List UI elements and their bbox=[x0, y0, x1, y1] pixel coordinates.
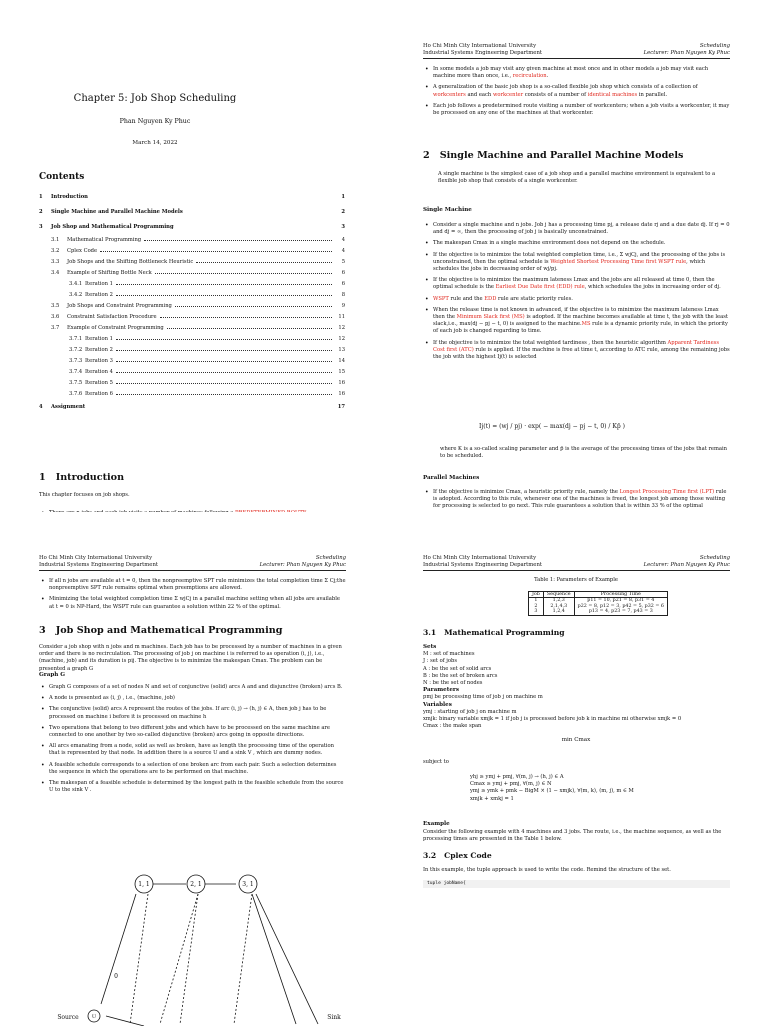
toc-number: 2 bbox=[39, 209, 43, 215]
toc-page: 6 bbox=[341, 270, 345, 276]
bullet-text: rule is a dynamic priority rule, in which the priority of each job is changed regarding to time. bbox=[433, 321, 728, 335]
toc-page: 9 bbox=[341, 303, 345, 309]
toc-page: 17 bbox=[337, 404, 345, 410]
subsection-number: 3.2 bbox=[423, 851, 437, 860]
code-block bbox=[423, 880, 730, 888]
bullet-text: , which schedules the jobs in decreasing order of wj/pj. bbox=[433, 258, 706, 273]
bullet-highlight: MS bbox=[581, 321, 591, 328]
bullet-item: • The makespan of a feasible schedule is determined by the longest path in the feasible schedule from the source U to the sink V . bbox=[39, 780, 346, 794]
toc-number: 3 bbox=[39, 224, 43, 230]
toc-label: Iteration 2 bbox=[85, 292, 113, 298]
bullet-text: . bbox=[546, 73, 549, 80]
header-department: Industrial Systems Engineering Department bbox=[423, 50, 542, 56]
table-cell: 1 bbox=[529, 598, 544, 604]
document-title: Chapter 5: Job Shop Scheduling bbox=[73, 93, 237, 104]
table-cell: 2 bbox=[529, 604, 544, 609]
toc-leader bbox=[116, 381, 332, 384]
toc-leader bbox=[91, 195, 332, 198]
bullet-item: • Minimizing the total weighted completion time Σ wjCj in a parallel machine setting when all jobs are available at t = 0 is NP-Hard, the WSPT rule can guarantee a solution within 22 % of the optimal. bbox=[39, 596, 346, 610]
bullet-item: • A node is presented as (i, j) , i.e., (machine, job) bbox=[39, 695, 346, 702]
toc-page: 2 bbox=[341, 209, 345, 215]
subsection-3-1-heading bbox=[423, 628, 565, 637]
toc-label: Iteration 6 bbox=[85, 391, 113, 397]
header-course: Scheduling bbox=[699, 555, 730, 561]
bullet-item bbox=[423, 296, 730, 303]
atc-formula: Ij(t) = (wj / pj) · exp( − max(dj − pj − t, 0) / Kp̄ ) bbox=[479, 423, 625, 430]
toc-number: 3.5 bbox=[51, 303, 60, 309]
arc-label: 0 bbox=[114, 973, 118, 980]
document-author: Phan Nguyen Ky Phuc bbox=[119, 118, 191, 125]
single-machine-heading: Single Machine bbox=[423, 207, 472, 213]
contents-heading: Contents bbox=[39, 172, 85, 182]
table-cell: p13 = 4, p23 = 7, p43 = 3 bbox=[574, 609, 667, 615]
toc-entry[interactable] bbox=[39, 223, 345, 238]
toc-number: 3.7.6 bbox=[69, 391, 83, 397]
table-cell: p22 = 8, p12 = 3, p42 = 5, p32 = 6 bbox=[574, 604, 667, 609]
subsection-3-2-heading bbox=[423, 851, 492, 860]
bullet-item bbox=[423, 340, 730, 362]
bullet-item: • All arcs emanating from a node, solid as well as broken, have as length the processing time of the operation that is represented by that node. In addition there is a source U and a sink V , which are dummy nodes. bbox=[39, 743, 346, 757]
bullet-item: • The conjunctive (solid) arcs A represent the routes of the jobs. If arc (i, j) → (h, j) ∈ A, then job j has to be processed on machine i before it is processed on machine h bbox=[39, 706, 346, 720]
toc-page: 16 bbox=[338, 380, 345, 386]
graph-g-heading: Graph G bbox=[39, 672, 66, 678]
table-of-contents bbox=[39, 172, 345, 418]
toc-page: 15 bbox=[338, 369, 345, 375]
table-header-cell: Processing Time bbox=[574, 592, 667, 598]
bullet-text: rule are static priority rules. bbox=[496, 295, 573, 302]
source-label: Source bbox=[57, 1014, 79, 1021]
toc-page: 13 bbox=[338, 347, 345, 353]
bullet-highlight: EDD bbox=[484, 295, 497, 302]
constraint-line: Cmax ≥ ymj + pmj, ∀(m, j) ∈ N bbox=[470, 781, 552, 788]
variables-heading: Variables bbox=[423, 701, 452, 708]
toc-number: 4 bbox=[39, 404, 43, 410]
set-definition: M : set of machines bbox=[423, 651, 475, 658]
subsection-title: Cplex Code bbox=[444, 851, 492, 860]
toc-page: 16 bbox=[338, 391, 345, 397]
toc-number: 3.2 bbox=[51, 248, 60, 254]
toc-leader bbox=[116, 337, 332, 340]
subject-to: subject to bbox=[423, 759, 449, 765]
constraint-line: xmjk + xmkj = 1 bbox=[470, 795, 514, 802]
bullet-highlight: recirculation bbox=[512, 73, 547, 80]
bullet-text: is adopted. If the machine becomes available at time t, the job with the least slack,i.e., max(dj − pj − t, 0) is assigned to the machine. bbox=[433, 314, 728, 328]
toc-leader bbox=[116, 348, 332, 351]
toc-number: 3.7.5 bbox=[69, 380, 83, 386]
bullet-text: Each job follows a predetermined route visiting a number of workcenters; when a job visits a workcenter, it may be processed on any one of the machines at that workcenter. bbox=[433, 102, 730, 117]
bullet-text: rule and the bbox=[448, 295, 485, 302]
header-course: Scheduling bbox=[699, 43, 730, 49]
bullet-text: rule is applied. If the machine is free at time t, according to ATC rule, among the remaining jobs the job with the highest Ij(t) is selected bbox=[433, 346, 730, 361]
toc-leader bbox=[116, 282, 332, 285]
toc-entry[interactable] bbox=[39, 392, 345, 403]
bullet-text: When the release time is not known in advanced, if the objective is to minimize the maximum lateness Lmax then the bbox=[433, 306, 719, 321]
toc-label: Iteration 1 bbox=[85, 336, 113, 342]
table-header-cell: Job bbox=[529, 592, 544, 598]
node-label: 1, 1 bbox=[138, 881, 150, 888]
toc-number: 3.7.3 bbox=[69, 358, 83, 364]
toc-number: 3.4.2 bbox=[69, 292, 83, 298]
objective: min Cmax bbox=[561, 737, 591, 743]
node-label: 2, 1 bbox=[190, 881, 202, 888]
bullet-text: A generalization of the basic job shop is a so-called flexible job shop which consists of a collection of bbox=[433, 84, 698, 91]
section-2-heading bbox=[423, 150, 683, 161]
toc-label: Introduction bbox=[51, 194, 88, 200]
section-title: Introduction bbox=[55, 472, 125, 483]
bullet-item bbox=[423, 84, 730, 98]
toc-number: 3.1 bbox=[51, 237, 60, 243]
table-cell: 1,2,3 bbox=[543, 598, 574, 604]
toc-page: 12 bbox=[338, 336, 345, 342]
section-number: 2 bbox=[423, 150, 430, 161]
page-header bbox=[423, 43, 730, 59]
model-definitions bbox=[423, 644, 730, 730]
toc-leader bbox=[186, 210, 332, 213]
toc-leader bbox=[155, 271, 332, 274]
bullet-highlight: Weighted Shortest Processing Time first WSPT rule bbox=[550, 258, 687, 265]
page-4 bbox=[384, 512, 768, 1024]
formula-note: where K is a so-called scaling parameter and p̄ is the average of the processing times of the jobs that remain to be scheduled. bbox=[440, 446, 728, 460]
single-machine-bullets bbox=[423, 222, 730, 365]
constraints bbox=[470, 774, 730, 803]
section-3-heading bbox=[39, 625, 282, 636]
toc-label: Assignment bbox=[51, 404, 86, 410]
parameters-heading: Parameters bbox=[423, 687, 459, 694]
example-heading: Example bbox=[423, 821, 450, 827]
set-definition: A : be the set of solid arcs bbox=[423, 665, 492, 672]
section-number: 1 bbox=[39, 472, 46, 483]
toc-page: 5 bbox=[341, 259, 345, 265]
toc-entry[interactable] bbox=[39, 208, 345, 223]
bullet-item: • Graph G composes of a set of nodes N and set of conjunctive (solid) arcs A and and disjunctive (broken) arcs B. bbox=[39, 684, 346, 691]
toc-number: 1 bbox=[39, 194, 43, 200]
toc-label: Iteration 5 bbox=[85, 380, 113, 386]
toc-number: 3.7.1 bbox=[69, 336, 83, 342]
section-2-intro: A single machine is the simplest case of a job shop and a parallel machine environment is equivalent to a flexible job shop that consists of a single workcenter. bbox=[438, 171, 716, 185]
toc-leader bbox=[177, 225, 332, 228]
header-university: Ho Chi Minh City International University bbox=[39, 555, 153, 561]
parallel-machines-heading: Parallel Machines bbox=[423, 475, 480, 481]
header-department: Industrial Systems Engineering Department bbox=[39, 562, 158, 568]
variable-definition: xmjk: binary variable xmjk = 1 if job j is processed before job k in machine mi otherwise xmjk = 0 bbox=[423, 716, 682, 723]
toc-label: Job Shops and Constraint Programming bbox=[67, 303, 172, 309]
bullet-item bbox=[423, 222, 730, 236]
toc-page: 11 bbox=[338, 314, 345, 320]
code-line: tuple jobName{ bbox=[427, 881, 466, 886]
toc-page: 4 bbox=[341, 248, 345, 254]
constraint-line: yhj ≥ ymj + pmj, ∀(m, j) → (h, j) ∈ A bbox=[470, 774, 564, 780]
constraint-line: ymj ≥ ymk + pmk − BigM × (1 − xmjk), ∀(m, k), (m, j), m ∈ M bbox=[470, 788, 634, 795]
toc-number: 3.6 bbox=[51, 314, 60, 320]
bullet-highlight: Minimum Slack first (MS) bbox=[456, 314, 525, 321]
node-label: 3, 1 bbox=[242, 881, 254, 888]
toc-leader bbox=[116, 359, 332, 362]
table-caption: Table 1: Parameters of Example bbox=[534, 577, 618, 583]
toc-entry[interactable] bbox=[39, 193, 345, 208]
bullet-highlight: identical machines bbox=[587, 91, 638, 98]
toc-leader bbox=[116, 370, 332, 373]
toc-entry[interactable] bbox=[39, 403, 345, 418]
toc-leader bbox=[167, 326, 332, 329]
bullet-text: rule is adopted. According to this rule, whenever one of the machines is freed, the longest job among those waiting for processing is selected to go next. This rule guarantees a solution that is within 33 % of the optimal bbox=[433, 489, 727, 510]
bullet-item bbox=[423, 489, 730, 511]
bullet-item bbox=[423, 103, 730, 117]
set-definition: J : set of jobs bbox=[423, 658, 457, 665]
table-cell: 3 bbox=[529, 609, 544, 615]
header-university: Ho Chi Minh City International University bbox=[423, 43, 537, 49]
toc-page: 4 bbox=[341, 237, 345, 243]
introduction-heading bbox=[39, 472, 124, 483]
bullet-highlight: workcenters bbox=[433, 91, 466, 98]
bullet-item: • A feasible schedule corresponds to a selection of one broken arc from each pair. Such a selection determines the sequence in which the operations are to be performed on that machine. bbox=[39, 762, 346, 776]
toc-leader bbox=[88, 405, 332, 408]
bullet-text: , which schedules the jobs in increasing order of dj. bbox=[584, 284, 721, 291]
table-cell: 2,1,4,3 bbox=[543, 604, 574, 609]
bullet-item: • Two operations that belong to two different jobs and which have to be processed on the same machine are connected to one another by two so-called disjunctive (broken) arcs going in opposite directions. bbox=[39, 725, 346, 739]
section-number: 3 bbox=[39, 625, 46, 636]
bullet-item bbox=[423, 307, 730, 336]
bullet-text: in parallel. bbox=[637, 91, 668, 98]
bullet-highlight: workcenter bbox=[492, 91, 524, 98]
sets-heading: Sets bbox=[423, 644, 437, 650]
source-node-label: U bbox=[91, 1014, 97, 1020]
section-3-intro: Consider a job shop with n jobs and m machines. Each job has to be processed by a number of machines in a given order and there is no recirculation. The processing of job j on machine i is referred to as operation (i, j), i.e., (machine, job) and its duration is pij. The objective is to minimize the makespan Cmax. The problem can be presented a graph G bbox=[39, 644, 342, 672]
bullet-text: If the objective is to minimize the total weighted completion time, i.e., Σ wjCj, and the processing of the jobs is unconstrained, then the optimal schedule is bbox=[433, 251, 726, 265]
set-definition: B : be the set of broken arcs bbox=[423, 672, 498, 679]
toc-label: Example of Constraint Programming bbox=[67, 325, 164, 331]
subsection-number: 3.1 bbox=[423, 628, 437, 637]
bullet-text: The makespan Cmax in a single machine environment does not depend on the schedule. bbox=[433, 240, 666, 247]
toc-page: 14 bbox=[338, 358, 345, 364]
page-header bbox=[39, 555, 346, 571]
bullet-highlight: Longest Processing Time first (LPT) bbox=[619, 489, 715, 495]
table-cell: 1,2,4 bbox=[543, 609, 574, 615]
section-title: Job Shop and Mathematical Programming bbox=[55, 625, 283, 636]
bullet-text: and each bbox=[465, 91, 493, 98]
section-title: Single Machine and Parallel Machine Models bbox=[439, 150, 684, 161]
graph-bullets bbox=[39, 684, 346, 798]
parameter-definition: pmj be processing time of job j on machine m bbox=[423, 694, 543, 701]
bullet-text: If the objective is to minimize the maximum lateness Lmax and the jobs are all released at time 0, then the optimal schedule is the bbox=[433, 277, 715, 291]
table-header-cell: Sequence bbox=[543, 592, 574, 598]
header-lecturer: Lecturer: Phan Nguyen Ky Phuc bbox=[259, 562, 346, 568]
toc-label: Iteration 4 bbox=[85, 369, 113, 375]
parameters-table bbox=[528, 591, 668, 616]
toc-label: Mathematical Programming bbox=[67, 237, 142, 243]
toc-label: Example of Shifting Bottle Neck bbox=[67, 270, 152, 276]
toc-leader bbox=[144, 238, 332, 241]
bullet-item bbox=[423, 240, 730, 247]
bullet-highlight: Apparent Tardiness Cost first (ATC) bbox=[433, 339, 719, 353]
header-lecturer: Lecturer: Phan Nguyen Ky Phuc bbox=[643, 50, 730, 56]
source-arc bbox=[101, 894, 136, 1004]
table-cell: p11 = 10, p21 = 8, p31 = 4 bbox=[574, 598, 667, 604]
sink-label: Sink bbox=[327, 1014, 341, 1021]
toc-label: Iteration 2 bbox=[85, 347, 113, 353]
example-text: Consider the following example with 4 machines and 3 jobs. The route, i.e., the machine sequence, as well as the processing times are presented in the Table 1 below. bbox=[423, 829, 722, 843]
toc-page: 1 bbox=[341, 194, 345, 200]
toc-number: 3.3 bbox=[51, 259, 60, 265]
variable-definition: ymj : starting of job j on machine m bbox=[423, 708, 517, 715]
header-department: Industrial Systems Engineering Department bbox=[423, 562, 542, 568]
toc-leader bbox=[116, 293, 332, 296]
bullet-text: consists of a number of bbox=[523, 91, 588, 98]
toc-page: 6 bbox=[341, 281, 345, 287]
toc-label: Single Machine and Parallel Machine Models bbox=[51, 209, 183, 215]
header-course: Scheduling bbox=[315, 555, 346, 561]
toc-leader bbox=[175, 304, 332, 307]
bullet-highlight: WSPT bbox=[433, 295, 449, 302]
toc-number: 3.7 bbox=[51, 325, 60, 331]
page-2 bbox=[384, 0, 768, 512]
toc-number: 3.4.1 bbox=[69, 281, 83, 287]
document-date: March 14, 2022 bbox=[132, 140, 178, 146]
toc-leader bbox=[160, 315, 332, 318]
parallel-machines-bullets bbox=[423, 489, 730, 515]
disjunctive-graph-figure bbox=[56, 866, 346, 1026]
toc-page: 12 bbox=[338, 325, 345, 331]
bullet-text: In some models a job may visit any given machine at most once and in other models a job may visit each machine more than once, i.e., bbox=[433, 66, 709, 80]
header-university: Ho Chi Minh City International University bbox=[423, 555, 537, 561]
subsection-title: Mathematical Programming bbox=[444, 628, 565, 637]
page-1 bbox=[0, 0, 384, 512]
bullet-highlight: Earliest Due Date first (EDD) rule bbox=[495, 284, 585, 291]
cplex-text: In this example, the tuple approach is used to write the code. Remind the structure of the set. bbox=[423, 867, 671, 873]
toc-leader bbox=[116, 392, 332, 395]
toc-leader bbox=[100, 249, 332, 252]
bullet-text: If the objective is to minimize the total weighted tardiness , then the heuristic algorithm bbox=[433, 339, 668, 346]
toc-number: 3.7.4 bbox=[69, 369, 83, 375]
toc-page: 8 bbox=[341, 292, 345, 298]
intro-bullets bbox=[423, 66, 730, 121]
page-header bbox=[423, 555, 730, 571]
bullet-text: Consider a single machine and n jobs. Job j has a processing time pj, a release date rj and a due date dj. If rj = 0 and dj = ∞, then the processing of job j is basically unconstrained. bbox=[433, 222, 730, 236]
bullet-text: If the objective is minimize Cmax, a heuristic priority rule, namely the bbox=[433, 489, 620, 495]
toc-number: 3.4 bbox=[51, 270, 60, 276]
bullet-item bbox=[423, 252, 730, 274]
top-bullets bbox=[39, 578, 346, 615]
table-row bbox=[529, 609, 668, 615]
toc-label: Cplex Code bbox=[67, 248, 98, 254]
toc-label: Iteration 3 bbox=[85, 358, 113, 364]
bullet-item bbox=[423, 66, 730, 80]
set-definition: N : be the set of nodes bbox=[423, 680, 483, 687]
toc-label: Job Shops and the Shifting Bottleneck Heuristic bbox=[67, 259, 194, 265]
toc-number: 3.7.2 bbox=[69, 347, 83, 353]
toc-label: Constraint Satisfaction Procedure bbox=[67, 314, 157, 320]
toc-page: 3 bbox=[341, 224, 345, 230]
bullet-item bbox=[423, 277, 730, 291]
bullet-item: • If all n jobs are available at t = 0, then the nonpreemptive SPT rule minimizes the total completion time Σ Cj;the nonpreemptive SPT rule remains optimal when preemptions are allowed. bbox=[39, 578, 346, 592]
toc-label: Job Shop and Mathematical Programming bbox=[51, 224, 174, 230]
toc-label: Iteration 1 bbox=[85, 281, 113, 287]
introduction-text: This chapter focuses on job shops. bbox=[39, 492, 130, 498]
toc-leader bbox=[196, 260, 332, 263]
header-lecturer: Lecturer: Phan Nguyen Ky Phuc bbox=[643, 562, 730, 568]
variable-definition: Cmax : the make span bbox=[423, 723, 482, 730]
